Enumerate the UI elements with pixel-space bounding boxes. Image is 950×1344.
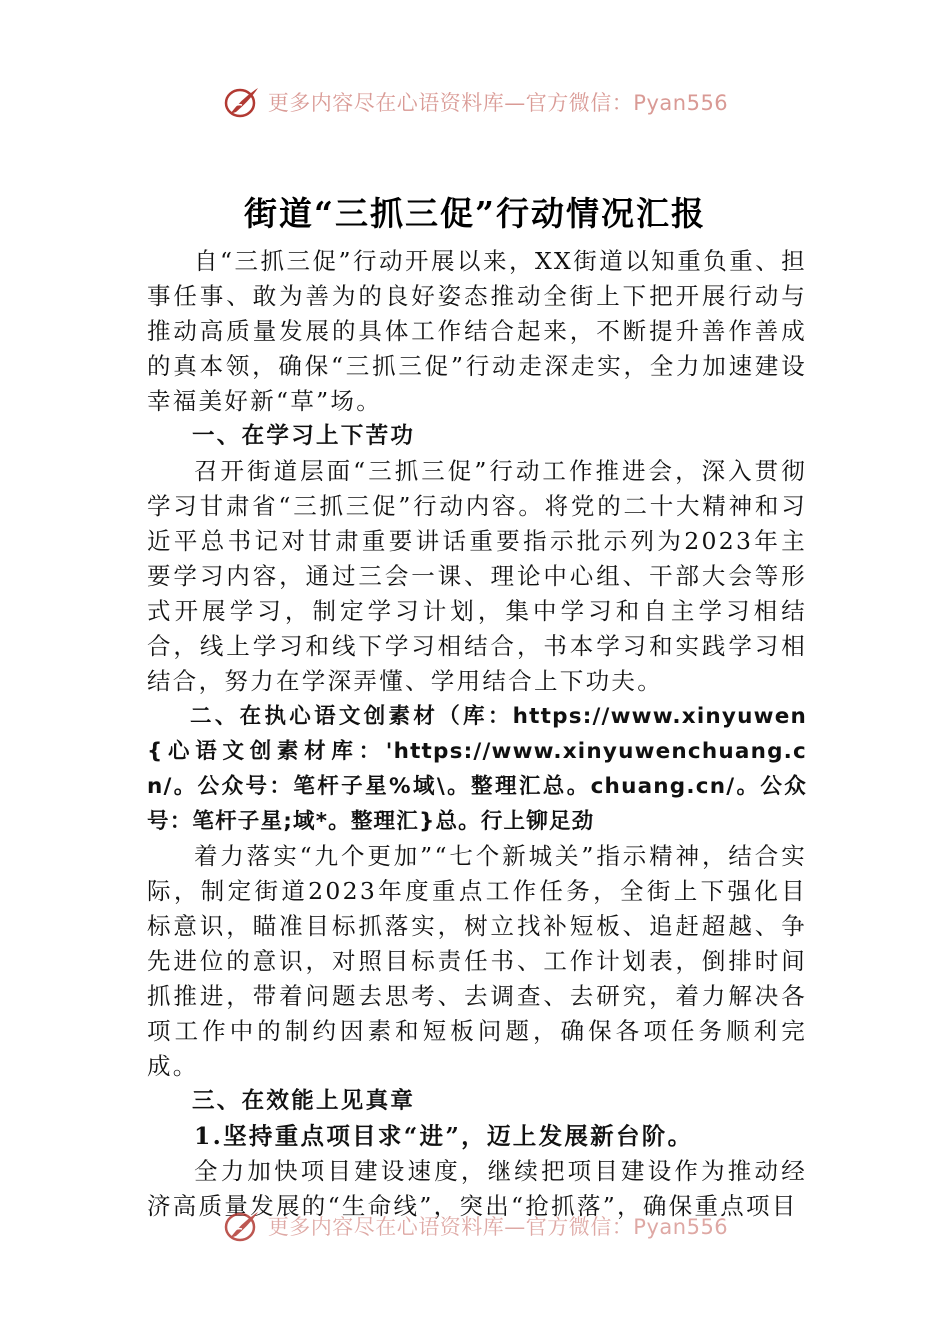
quill-seal-icon bbox=[222, 84, 262, 120]
section-3-paragraph: 全力加快项目建设速度，继续把项目建设作为推动经济高质量发展的“生命线”，突出“抢抓落”，确保重点项目 bbox=[147, 1157, 807, 1220]
watermark-text: 更多内容尽在心语资料库—官方微信：Pyan556 bbox=[267, 91, 729, 115]
watermark-footer bbox=[0, 1208, 950, 1244]
section-3-subheading: 1.坚持重点项目求“进”，迈上发展新台阶。 bbox=[194, 1122, 694, 1150]
section-3-heading: 三、在效能上见真章 bbox=[192, 1088, 416, 1114]
section-2-heading: 二、在执心语文创素材（库：https://www.xinyuwen{心语文创素材库：'https://www.xinyuwenchuang.cn/。公众号：笔杆子星%域\。整理汇总。chuang.cn/。公众号：笔杆子星;域*。整理汇}总。行上铆足劲 bbox=[147, 704, 807, 834]
section-1-heading: 一、在学习上下苦功 bbox=[192, 423, 416, 449]
document-title: 街道“三抓三促”行动情况汇报 bbox=[244, 194, 706, 233]
quill-seal-icon bbox=[222, 1208, 262, 1244]
intro-paragraph: 自“三抓三促”行动开展以来，XX街道以知重负重、担事任事、敢为善为的良好姿态推动全街上下把开展行动与推动高质量发展的具体工作结合起来，不断提升善作善成的真本领，确保“三抓三促”行动走深走实，全力加速建设幸福美好新“草”场。 bbox=[147, 247, 807, 415]
section-1-paragraph: 召开街道层面“三抓三促”行动工作推进会，深入贯彻学习甘肃省“三抓三促”行动内容。将党的二十大精神和习近平总书记对甘肃重要讲话重要指示批示列为2023年主要学习内容，通过三会一课、理论中心组、干部大会等形式开展学习，制定学习计划，集中学习和自主学习相结合，线上学习和线下学习相结合，书本学习和实践学习相结合，努力在学深弄懂、学用结合上下功夫。 bbox=[147, 457, 807, 695]
watermark-header bbox=[0, 84, 950, 120]
document-body bbox=[147, 244, 807, 1224]
section-2-paragraph: 着力落实“九个更加”“七个新城关”指示精神，结合实际，制定街道2023年度重点工作任务，全街上下强化目标意识，瞄准目标抓落实，树立找补短板、追赶超越、争先进位的意识，对照目标责任书、工作计划表，倒排时间抓推进，带着问题去思考、去调查、去研究，着力解决各项工作中的制约因素和短板问题，确保各项任务顺利完成。 bbox=[147, 842, 807, 1080]
watermark-text: 更多内容尽在心语资料库—官方微信：Pyan556 bbox=[267, 1215, 729, 1239]
